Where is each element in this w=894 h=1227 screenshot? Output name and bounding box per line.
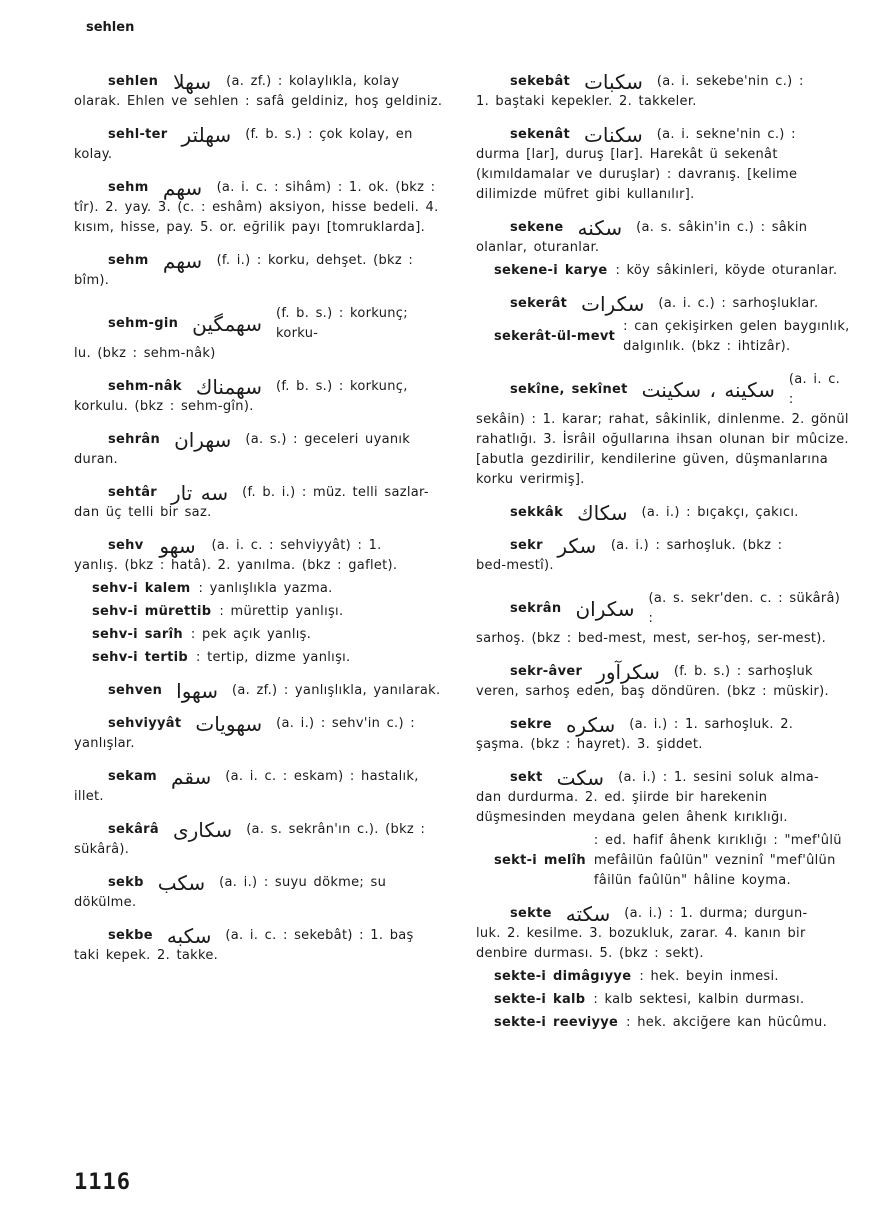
grammar-and-definition-start: (a. i.) : 1. sesini soluk alma-	[618, 770, 819, 785]
entry-headline	[108, 926, 448, 946]
dictionary-entry	[74, 377, 448, 417]
definition-continuation: taki kepek. 2. takke.	[74, 948, 219, 963]
grammar-and-definition-start: (a. s. sekr'den. c. : sükârâ) :	[648, 591, 841, 626]
entry-headline	[494, 967, 850, 987]
definition-continuation: kolay.	[74, 147, 113, 162]
entry-headline	[510, 72, 850, 92]
dictionary-entry	[476, 768, 850, 828]
definition-continuation: durma [lar], duruş [lar]. Harekât ü sekenât (kımıldamalar ve duruşlar) : davranış. [kelime dilimizde müfret gibi kullanılır].	[476, 147, 798, 202]
headword: sehm-gin	[108, 316, 179, 331]
grammar-and-definition-start: (a. zf.) : kolaylıkla, kolay	[226, 74, 400, 89]
grammar-and-definition-start: (f. b. s.) : sarhoşluk	[673, 664, 813, 679]
entry-headline	[510, 125, 850, 145]
dictionary-entry	[476, 904, 850, 964]
entry-headline	[510, 503, 850, 523]
headword: sehv-i kalem	[92, 581, 191, 596]
grammar-and-definition-start: (a. i. c. :	[788, 372, 841, 407]
headword: sehven	[108, 683, 163, 698]
grammar-and-definition-start: : köy sâkinleri, köyde oturanlar.	[615, 263, 838, 278]
grammar-and-definition-start: (a. i. c. : sehviyyât) : 1.	[211, 538, 382, 553]
ottoman-script: سهمناك	[195, 375, 262, 399]
definition-continuation: bed-mestî).	[476, 558, 554, 573]
grammar-and-definition-start: (f. i.) : korku, dehşet. (bkz :	[216, 253, 414, 268]
entry-headline	[92, 625, 448, 645]
headword: sehm-nâk	[108, 379, 182, 394]
definition-continuation: sekâin) : 1. karar; rahat, sâkinlik, dinlenme. 2. gönül rahatlığı. 3. İsrâil oğullarına ihsan olunan bir mûcize. [abutla gezdirilir, kendilerine güven, düşmanlarına korku verirmiş].	[476, 412, 849, 487]
entry-headline	[494, 990, 850, 1010]
headword: sekbe	[108, 928, 153, 943]
grammar-and-definition-start: (a. i.) : bıçakçı, çakıcı.	[641, 505, 799, 520]
ottoman-script: سكت	[556, 766, 605, 790]
definition-continuation: şaşma. (bkz : hayret). 3. şiddet.	[476, 737, 703, 752]
left-column	[74, 72, 448, 979]
ottoman-script: سكنه	[577, 216, 623, 240]
dictionary-entry	[74, 125, 448, 165]
entry-headline	[92, 648, 448, 668]
dictionary-entry	[476, 715, 850, 755]
ottoman-script: سكنات	[584, 123, 643, 147]
dictionary-entry	[74, 767, 448, 807]
ottoman-script: سهران	[174, 428, 232, 452]
definition-continuation: veren, sarhoş eden, baş döndüren. (bkz : müskir).	[476, 684, 829, 699]
headword: sekt	[510, 770, 543, 785]
ottoman-script: سكب	[157, 871, 206, 895]
grammar-and-definition-start: : pek açık yanlış.	[190, 627, 312, 642]
definition-continuation: olanlar, oturanlar.	[476, 240, 600, 255]
ottoman-script: سهمگين	[192, 312, 263, 336]
dictionary-entry	[74, 430, 448, 470]
sub-entry	[476, 990, 850, 1010]
grammar-and-definition-start: (f. b. s.) : çok kolay, en	[245, 127, 413, 142]
definition-continuation: sarhoş. (bkz : bed-mest, mest, ser-hoş, ser-mest).	[476, 631, 827, 646]
entry-headline	[108, 483, 448, 503]
headword: sekr	[510, 538, 543, 553]
definition-continuation: dan üç telli bir saz.	[74, 505, 212, 520]
headword: sekre	[510, 717, 552, 732]
entry-headline	[510, 370, 850, 410]
entry-headline	[510, 768, 850, 788]
grammar-and-definition-start: (a. i.) : sehv'in c.) :	[276, 716, 415, 731]
grammar-and-definition-start: : hek. beyin inmesi.	[639, 969, 779, 984]
entry-headline	[510, 662, 850, 682]
grammar-and-definition-start: : ed. hafif âhenk kırıklığı : "mef'ûlü mefâilün faûlün" vezninî "mef'ûlün fâilün faûlün" hâline koyma.	[593, 833, 842, 888]
definition-continuation: bîm).	[74, 273, 110, 288]
dictionary-entry	[476, 294, 850, 314]
entry-headline	[494, 261, 850, 281]
definition-continuation: korkulu. (bkz : sehm-gîn).	[74, 399, 254, 414]
ottoman-script: سهوا	[176, 679, 219, 703]
dictionary-entry	[476, 218, 850, 258]
definition-continuation: lu. (bkz : sehm-nâk)	[74, 346, 216, 361]
headword: sehv	[108, 538, 144, 553]
sub-entry	[476, 317, 850, 357]
entry-headline	[108, 767, 448, 787]
headword: sehlen	[108, 74, 159, 89]
headword: sekam	[108, 769, 158, 784]
entry-headline	[510, 904, 850, 924]
entry-headline	[108, 251, 448, 271]
grammar-and-definition-start: (a. i. c. : sihâm) : 1. ok. (bkz :	[216, 180, 436, 195]
dictionary-entry	[476, 662, 850, 702]
sub-entry	[74, 579, 448, 599]
ottoman-script: سهو	[159, 534, 196, 558]
headword: sekîne, sekînet	[510, 382, 628, 397]
definition-continuation: tîr). 2. yay. 3. (c. : eshâm) aksiyon, hisse bedeli. 4. kısım, hisse, pay. 5. or. eğrilik payı [tomruklarda].	[74, 200, 439, 235]
definition-continuation: yanlışlar.	[74, 736, 135, 751]
ottoman-script: سهويات	[195, 712, 263, 736]
grammar-and-definition-start: (a. i.) : 1. durma; durgun-	[624, 906, 808, 921]
grammar-and-definition-start: : yanlışlıkla yazma.	[198, 581, 333, 596]
dictionary-entry	[74, 251, 448, 291]
entry-headline	[108, 377, 448, 397]
ottoman-script: سقم	[171, 765, 212, 789]
grammar-and-definition-start: : hek. akciğere kan hücûmu.	[626, 1015, 828, 1030]
headword: sekene-i karye	[494, 263, 608, 278]
entry-headline	[108, 125, 448, 145]
headword: sehrân	[108, 432, 161, 447]
grammar-and-definition-start: (f. b. s.) : korkunç,	[275, 379, 408, 394]
ottoman-script: سكران	[575, 597, 635, 621]
headword: sehviyyât	[108, 716, 182, 731]
dictionary-entry	[74, 304, 448, 364]
entry-headline	[92, 602, 448, 622]
grammar-and-definition-start: (a. i.) : suyu dökme; su	[219, 875, 387, 890]
ottoman-script: سكرآور	[596, 660, 660, 684]
sub-entry	[74, 648, 448, 668]
grammar-and-definition-start: (a. s. sâkin'in c.) : sâkin	[636, 220, 808, 235]
sub-entry	[476, 967, 850, 987]
dictionary-entry	[476, 125, 850, 205]
headword: sehl-ter	[108, 127, 168, 142]
definition-continuation: duran.	[74, 452, 118, 467]
definition-continuation: yanlış. (bkz : hatâ). 2. yanılma. (bkz : gaflet).	[74, 558, 398, 573]
dictionary-entry	[74, 926, 448, 966]
dictionary-entry	[476, 536, 850, 576]
dictionary-entry	[74, 483, 448, 523]
ottoman-script: سكر	[557, 534, 597, 558]
dictionary-entry	[74, 178, 448, 238]
ottoman-script: سكته	[565, 902, 611, 926]
grammar-and-definition-start: (f. b. i.) : müz. telli sazlar-	[242, 485, 429, 500]
sub-entry	[74, 602, 448, 622]
grammar-and-definition-start: : tertip, dizme yanlışı.	[195, 650, 351, 665]
definition-continuation: illet.	[74, 789, 104, 804]
dictionary-entry	[476, 370, 850, 490]
grammar-and-definition-start: (a. i.) : 1. sarhoşluk. 2.	[629, 717, 794, 732]
right-column	[476, 72, 850, 1046]
dictionary-entry	[74, 714, 448, 754]
ottoman-script: سهم	[162, 176, 203, 200]
grammar-and-definition-start: (a. zf.) : yanlışlıkla, yanılarak.	[232, 683, 441, 698]
headword: sekene	[510, 220, 564, 235]
ottoman-script: سكبات	[584, 70, 643, 94]
ottoman-script: سكاك	[577, 501, 628, 525]
headword: sehtâr	[108, 485, 158, 500]
definition-continuation: dan durdurma. 2. ed. şiirde bir harekenin düşmesinden meydana gelen âhenk kırıklığı.	[476, 790, 788, 825]
headword: sekte-i reeviyye	[494, 1015, 619, 1030]
sub-entry	[476, 261, 850, 281]
grammar-and-definition-start: (a. i. c. : sekebât) : 1. baş	[225, 928, 414, 943]
dictionary-entry	[74, 72, 448, 112]
definition-continuation: olarak. Ehlen ve sehlen : safâ geldiniz, hoş geldiniz.	[74, 94, 443, 109]
headword: sehm	[108, 180, 149, 195]
headword: sekrân	[510, 601, 562, 616]
ottoman-script: سهلا	[173, 70, 212, 94]
entry-headline	[494, 831, 850, 891]
headword: sekebât	[510, 74, 571, 89]
entry-headline	[108, 714, 448, 734]
ottoman-script: سهم	[162, 249, 203, 273]
headword: sehv-i sarîh	[92, 627, 183, 642]
ottoman-script: سه تار	[171, 481, 229, 505]
headword: sekb	[108, 875, 144, 890]
grammar-and-definition-start: (f. b. s.) : korkunç; korku-	[276, 306, 408, 341]
headword: sehv-i mürettib	[92, 604, 212, 619]
ottoman-script: سكينه ، سكينت	[641, 378, 775, 402]
entry-headline	[494, 1013, 850, 1033]
grammar-and-definition-start: (a. i.) : sarhoşluk. (bkz :	[610, 538, 783, 553]
headword: sehm	[108, 253, 149, 268]
grammar-and-definition-start: : mürettip yanlışı.	[219, 604, 344, 619]
entry-headline	[510, 536, 850, 556]
definition-continuation: 1. baştaki kepekler. 2. takkeler.	[476, 94, 697, 109]
grammar-and-definition-start: (a. i. sekebe'nin c.) :	[656, 74, 804, 89]
sub-entry	[476, 1013, 850, 1033]
entry-headline	[108, 430, 448, 450]
entry-headline	[108, 536, 448, 556]
headword: sekerât-ül-mevt	[494, 329, 616, 344]
definition-continuation: dökülme.	[74, 895, 137, 910]
headword: sekerât	[510, 296, 568, 311]
sub-entry	[476, 831, 850, 891]
ottoman-script: سكره	[565, 713, 616, 737]
grammar-and-definition-start: (a. i. sekne'nin c.) :	[656, 127, 796, 142]
dictionary-entry	[476, 589, 850, 649]
dictionary-entry	[74, 536, 448, 576]
grammar-and-definition-start: (a. s. sekrân'ın c.). (bkz :	[246, 822, 426, 837]
headword: sekte-i dimâgıyye	[494, 969, 632, 984]
definition-continuation: sükârâ).	[74, 842, 130, 857]
grammar-and-definition-start: (a. i. c. : eskam) : hastalık,	[225, 769, 419, 784]
ottoman-script: سكرات	[581, 292, 645, 316]
ottoman-script: سهلتر	[181, 123, 232, 147]
dictionary-entry	[74, 820, 448, 860]
dictionary-entry	[74, 681, 448, 701]
ottoman-script: سكارى	[172, 818, 233, 842]
entry-headline	[108, 72, 448, 92]
headword: sehv-i tertib	[92, 650, 188, 665]
running-head: sehlen	[86, 20, 135, 35]
headword: sekr-âver	[510, 664, 583, 679]
headword: sekenât	[510, 127, 571, 142]
headword: sekkâk	[510, 505, 564, 520]
ottoman-script: سكبه	[166, 924, 212, 948]
definition-continuation: luk. 2. kesilme. 3. bozukluk, zarar. 4. kanın bir denbire durması. 5. (bkz : sekt).	[476, 926, 806, 961]
dictionary-entry	[476, 503, 850, 523]
entry-headline	[510, 218, 850, 238]
headword: sekârâ	[108, 822, 159, 837]
grammar-and-definition-start: (a. i. c.) : sarhoşluklar.	[658, 296, 819, 311]
entry-headline	[108, 178, 448, 198]
headword: sekte	[510, 906, 552, 921]
page-number: 1116	[74, 1170, 131, 1195]
grammar-and-definition-start: : kalb sektesi, kalbin durması.	[593, 992, 805, 1007]
dictionary-entry	[74, 873, 448, 913]
entry-headline	[108, 820, 448, 840]
entry-headline	[108, 873, 448, 893]
entry-headline	[108, 304, 448, 344]
entry-headline	[92, 579, 448, 599]
dictionary-entry	[476, 72, 850, 112]
sub-entry	[74, 625, 448, 645]
entry-headline	[108, 681, 448, 701]
headword: sekt-i melîh	[494, 853, 586, 868]
entry-headline	[510, 715, 850, 735]
entry-headline	[510, 294, 850, 314]
grammar-and-definition-start: : can çekişirken gelen baygınlık, dalgınlık. (bkz : ihtizâr).	[623, 319, 850, 354]
entry-headline	[510, 589, 850, 629]
grammar-and-definition-start: (a. s.) : geceleri uyanık	[245, 432, 411, 447]
entry-headline	[494, 317, 850, 357]
headword: sekte-i kalb	[494, 992, 586, 1007]
